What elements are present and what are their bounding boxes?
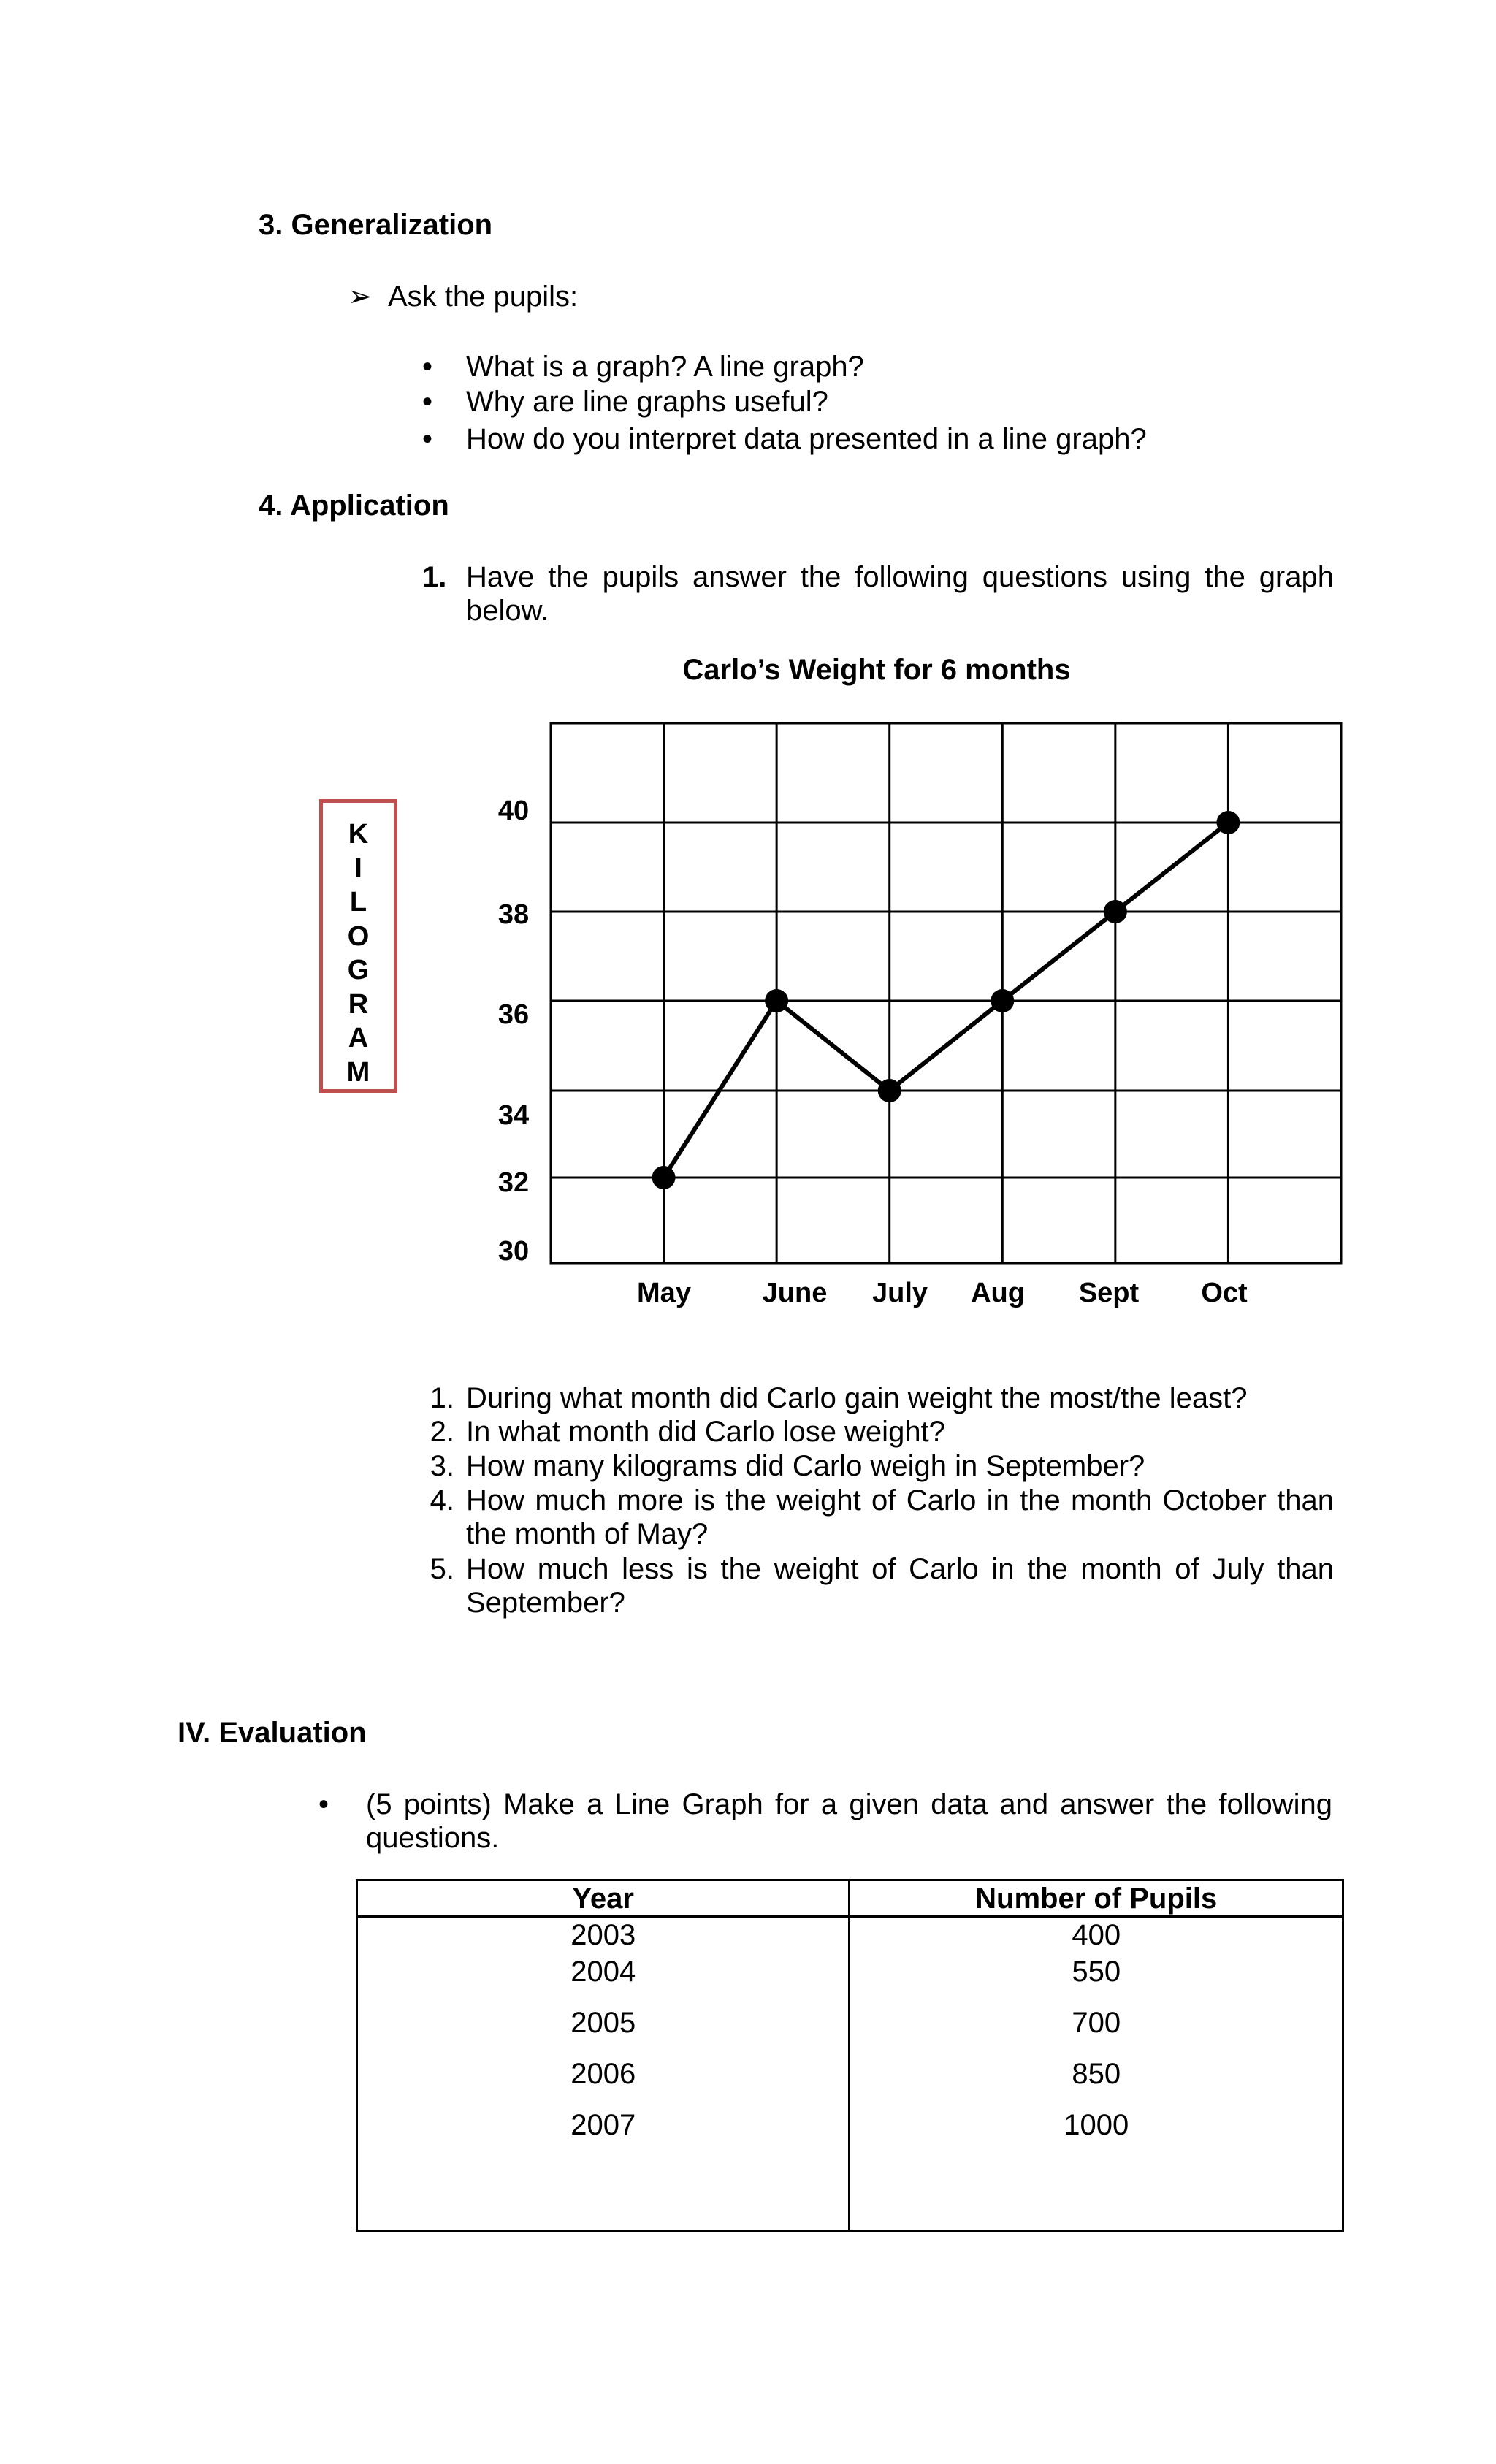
column-header-pupils: Number of Pupils: [850, 1880, 1343, 1917]
data-point: [652, 1166, 676, 1189]
question-number: 1.: [430, 1382, 454, 1414]
question-number: 5.: [430, 1553, 454, 1585]
y-tick-labels: [498, 796, 529, 1267]
chart-title: Carlo’s Weight for 6 months: [682, 654, 1071, 686]
generalization-heading: 3. Generalization: [259, 209, 493, 241]
y-axis-label-letter: M: [346, 1056, 370, 1088]
year-cell: 2007: [357, 2108, 850, 2159]
list-item: How much more is the weight of Carlo in the month October than: [466, 1484, 1334, 1517]
table-header-row: [357, 1880, 1343, 1917]
application-item-number: 1.: [422, 561, 447, 593]
pupils-count-cell: 700: [850, 2005, 1343, 2056]
data-point: [1104, 900, 1127, 923]
column-header-year: Year: [357, 1880, 850, 1917]
pupils-table: [356, 1879, 1344, 2232]
application-instruction-line2: below.: [466, 595, 549, 627]
x-tick-label: Aug: [971, 1278, 1025, 1308]
arrow-bullet-icon: ➢: [348, 281, 373, 313]
pupils-count-cell: 550: [850, 1954, 1343, 2005]
table-empty-row: [357, 2159, 1343, 2231]
data-point: [991, 989, 1014, 1012]
y-tick-label: 36: [497, 999, 530, 1030]
year-cell: 2003: [357, 1917, 850, 1955]
bullet-icon: •: [422, 423, 433, 455]
x-tick-label: July: [871, 1278, 928, 1308]
bullet-icon: •: [422, 351, 433, 383]
y-axis-label-letter: I: [354, 853, 362, 884]
year-cell: 2006: [357, 2056, 850, 2108]
list-item: During what month did Carlo gain weight the most/the least?: [466, 1382, 1248, 1414]
empty-cell: [357, 2159, 850, 2231]
question-number: 4.: [430, 1484, 454, 1517]
table-row: [357, 1954, 1343, 2005]
bullet-icon: •: [422, 386, 433, 418]
table-row: [357, 1917, 1343, 1955]
y-axis-label-letter: A: [348, 1023, 369, 1053]
data-point: [878, 1079, 901, 1102]
list-item: the month of May?: [466, 1518, 709, 1550]
table-row: [357, 2056, 1343, 2108]
list-item: September?: [466, 1587, 625, 1619]
evaluation-task-line2: questions.: [366, 1822, 500, 1854]
year-cell: 2004: [357, 1954, 850, 2005]
year-cell: 2005: [357, 2005, 850, 2056]
y-tick-label: 30: [497, 1236, 530, 1267]
y-axis-label-letter: G: [347, 955, 370, 985]
list-item: Why are line graphs useful?: [466, 386, 828, 418]
x-tick-label: June: [762, 1278, 828, 1308]
y-tick-label: 34: [497, 1100, 530, 1131]
list-item: What is a graph? A line graph?: [466, 351, 864, 383]
pupils-count-cell: 1000: [850, 2108, 1343, 2159]
x-tick-label: Oct: [1201, 1278, 1248, 1308]
y-tick-label: 38: [497, 899, 530, 930]
table-row: [357, 2108, 1343, 2159]
application-instruction-line1: Have the pupils answer the following questions using the graph: [466, 561, 1334, 593]
evaluation-task-line1: (5 points) Make a Line Graph for a given data and answer the following: [366, 1788, 1332, 1820]
list-item: How do you interpret data presented in a line graph?: [466, 423, 1147, 455]
application-heading: 4. Application: [259, 489, 449, 522]
list-item: How many kilograms did Carlo weigh in September?: [466, 1450, 1145, 1482]
y-tick-label: 40: [497, 796, 530, 826]
table-row: [357, 2005, 1343, 2056]
pupils-count-cell: 400: [850, 1917, 1343, 1955]
ask-pupils-text: Ask the pupils:: [388, 281, 579, 313]
y-axis-label-letter: R: [348, 988, 369, 1020]
pupils-count-cell: 850: [850, 2056, 1343, 2108]
question-number: 2.: [430, 1416, 454, 1448]
bullet-icon: •: [318, 1788, 329, 1820]
data-point: [1216, 811, 1240, 834]
x-tick-label: May: [637, 1278, 691, 1308]
empty-cell: [850, 2159, 1343, 2231]
evaluation-heading: IV. Evaluation: [178, 1717, 367, 1749]
list-item: How much less is the weight of Carlo in the month of July than: [466, 1553, 1334, 1585]
x-tick-label: Sept: [1078, 1278, 1140, 1308]
data-point: [765, 989, 788, 1012]
list-item: In what month did Carlo lose weight?: [466, 1416, 945, 1448]
y-axis-label-letter: O: [347, 920, 370, 952]
y-axis-label-letter: L: [349, 887, 367, 918]
y-tick-label: 32: [497, 1167, 530, 1198]
y-axis-label-letter: K: [348, 819, 369, 850]
x-tick-labels: [637, 1278, 1248, 1308]
question-number: 3.: [430, 1450, 454, 1482]
